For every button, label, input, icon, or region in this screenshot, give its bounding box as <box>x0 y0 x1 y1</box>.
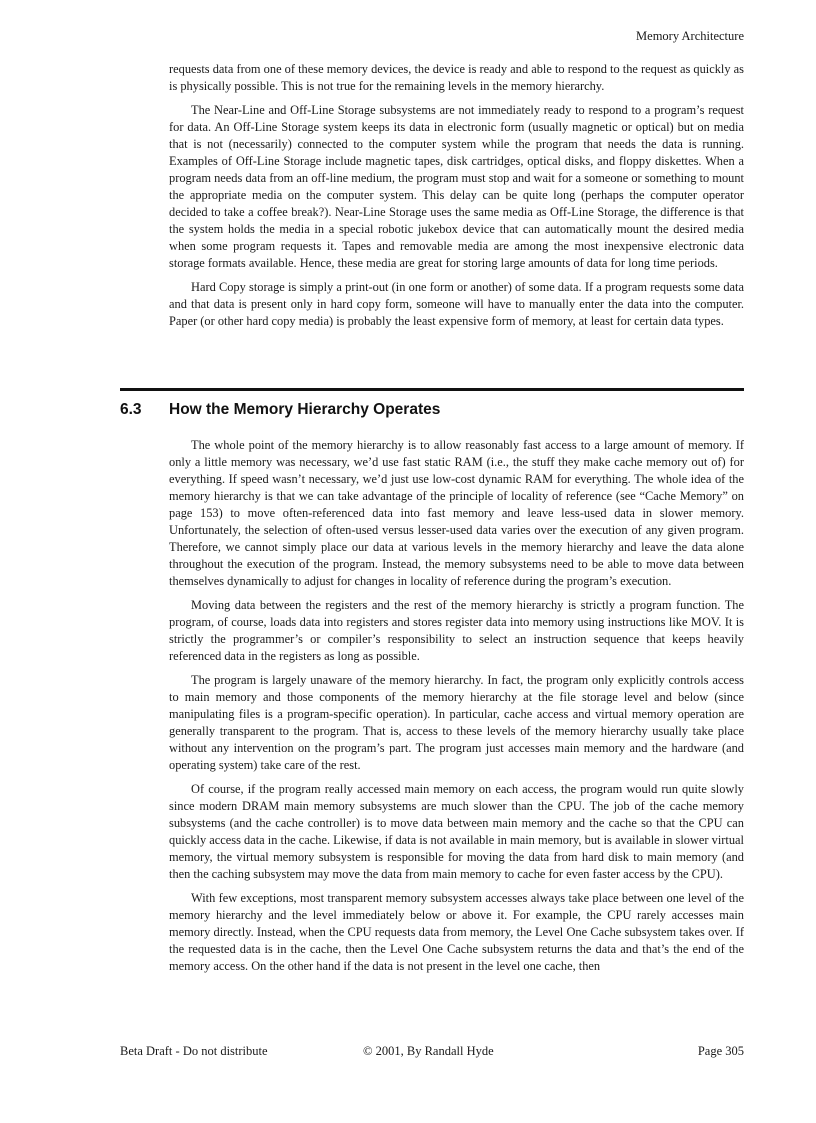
paragraph: Moving data between the registers and the rest of the memory hierarchy is strictly a program function. The program, of course, loads data into registers and stores register data into memory using instructions like MOV. It is strictly the programmer’s or compiler’s responsibility to select an instruction sequence that keeps heavily referenced data in the registers as long as possible. <box>169 598 744 663</box>
section-title: How the Memory Hierarchy Operates <box>169 401 441 418</box>
footer-page-number: Page 305 <box>697 1044 744 1058</box>
paragraph: The program is largely unaware of the memory hierarchy. In fact, the program only explicitly controls access to main memory and those components of the memory hierarchy at the file storage level and below (since manipulating files is a program-specific operation). In particular, cache access and virtual memory operation are generally transparent to the program. That is, access to these levels of the memory hierarchy usually take place without any intervention on the program’s part. The program just accesses main memory and the hardware (and operating system) take care of the rest. <box>169 673 744 772</box>
section-divider <box>120 388 744 391</box>
paragraph: Of course, if the program really accessed main memory on each access, the program would run quite slowly since modern DRAM main memory subsystems are much slower than the CPU. The job of the cache memory subsystems (and the cache controller) is to move data between main memory and the cache so that the CPU can quickly access data in the cache. Likewise, if data is not available in main memory, but is available in slower virtual memory, the virtual memory subsystem is responsible for moving the data from hard disk to main memory (and then the caching subsystem may move the data from main memory to cache for even faster access by the CPU). <box>169 782 744 881</box>
section-body <box>169 437 744 982</box>
paragraph: The whole point of the memory hierarchy is to allow reasonably fast access to a large amount of memory. If only a little memory was necessary, we’d use fast static RAM (i.e., the stuff they make cache memory out of) for everything. If speed wasn’t necessary, we’d just use low-cost dynamic RAM for everything. The whole idea of the memory hierarchy is that we can take advantage of the principle of locality of reference (see “Cache Memory” on page 153) to move often-referenced data into fast memory and leave less-used data in slower memory. Unfortunately, the selection of often-used versus lesser-used data varies over the execution of any given program. Therefore, we cannot simply place our data at various levels in the memory hierarchy and leave the data alone throughout the execution of the program. Instead, the memory subsystems need to be able to move data between themselves dynamically to adjust for changes in locality of reference during the program’s execution. <box>169 438 744 588</box>
paragraph: requests data from one of these memory devices, the device is ready and able to respond to the request as quickly as is physically possible. This is not true for the remaining levels in the memory hierarchy. <box>169 62 744 93</box>
running-header: Memory Architecture <box>636 29 744 43</box>
footer-copyright: © 2001, By Randall Hyde <box>363 1044 494 1058</box>
continued-text-block <box>169 61 744 337</box>
paragraph: With few exceptions, most transparent memory subsystem accesses always take place between one level of the memory hierarchy and the level immediately below or above it. For example, the CPU rarely accesses main memory directly. Instead, when the CPU requests data from memory, the Level One Cache subsystem takes over. If the requested data is in the cache, then the Level One Cache subsystem returns the data and that’s the end of the memory access. On the other hand if the data is not present in the level one cache, then <box>169 891 744 973</box>
section-number: 6.3 <box>120 401 142 418</box>
footer-draft-notice: Beta Draft - Do not distribute <box>120 1044 268 1058</box>
paragraph: Hard Copy storage is simply a print-out (in one form or another) of some data. If a program requests some data and that data is present only in hard copy form, someone will have to manually enter the data into the computer. Paper (or other hard copy media) is probably the least expensive form of memory, at least for certain data types. <box>169 280 744 328</box>
paragraph: The Near-Line and Off-Line Storage subsystems are not immediately ready to respond to a program’s request for data. An Off-Line Storage system keeps its data in electronic form (usually magnetic or optical) but on media that is not (necessarily) connected to the computer system while the program that needs the data is running. Examples of Off-Line Storage include magnetic tapes, disk cartridges, optical disks, and floppy diskettes. When a program needs data from an off-line medium, the program must stop and wait for a someone or something to mount the appropriate media on the computer system. This delay can be quite long (perhaps the computer operator decided to take a coffee break?). Near-Line Storage uses the same media as Off-Line Storage, the difference is that the system holds the media in a special robotic jukebox device that can automatically mount the desired media when some program requests it. Tapes and removable media are among the most inexpensive electronic data storage formats available. Hence, these media are great for storing large amounts of data for long time periods. <box>169 103 744 270</box>
